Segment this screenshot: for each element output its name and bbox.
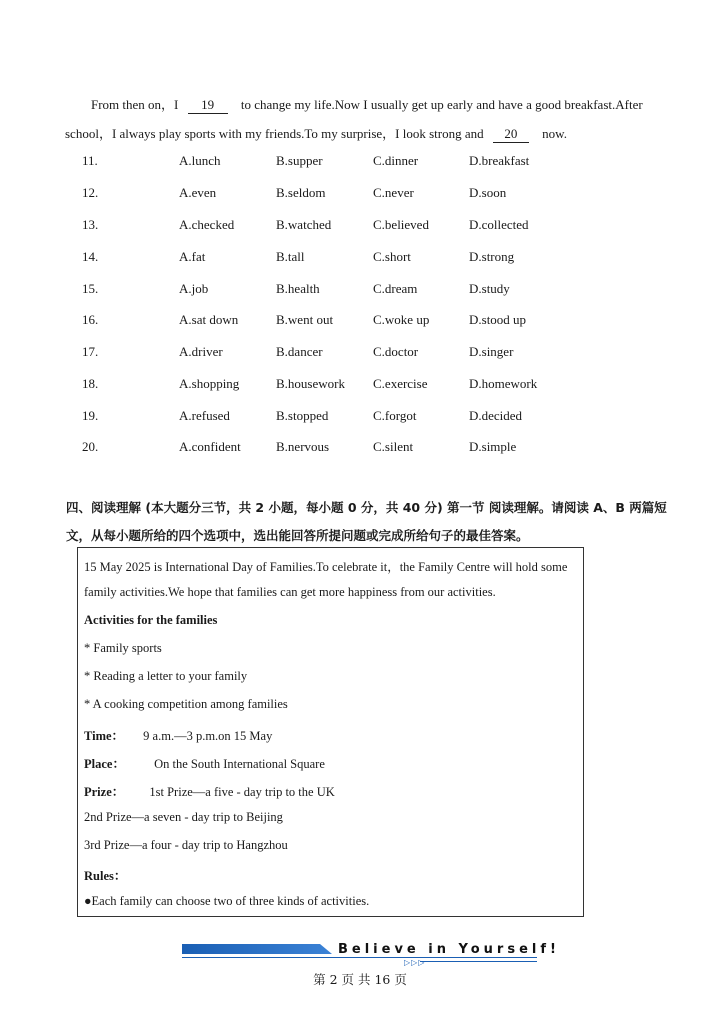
option-b[interactable]: B.tall xyxy=(276,249,305,264)
question-row xyxy=(0,312,720,332)
option-c[interactable]: C.short xyxy=(373,249,411,264)
question-number: 13. xyxy=(82,217,99,232)
footer-rule-right xyxy=(420,961,537,962)
option-a[interactable]: A.lunch xyxy=(179,153,221,168)
option-c[interactable]: C.exercise xyxy=(373,376,428,391)
page-number: 第 2 页 共 16 页 xyxy=(313,972,407,987)
blank-19: 19 xyxy=(188,97,228,114)
time-value: 9 a.m.—3 p.m.on 15 May xyxy=(143,729,273,743)
option-a[interactable]: A.confident xyxy=(179,439,241,454)
question-number: 11. xyxy=(82,153,98,168)
section-heading-line-1: 四、阅读理解 (本大题分三节，共 2 小题，每小题 0 分，共 40 分) 第一节 阅读理解。请阅读 A、B 两篇短 xyxy=(66,500,667,515)
question-row xyxy=(0,344,720,364)
question-row xyxy=(0,217,720,237)
option-a[interactable]: A.fat xyxy=(179,249,206,264)
passage-line-2-start: school，I always play sports with my friends.To my surprise，I look strong and xyxy=(65,126,484,141)
option-a[interactable]: A.even xyxy=(179,185,217,200)
option-d[interactable]: D.strong xyxy=(469,249,515,264)
time-label: Time： xyxy=(84,729,125,743)
option-a[interactable]: A.job xyxy=(179,281,209,296)
footer-rule xyxy=(182,957,537,958)
rule-item: ●Each family can choose two of three kinds of activities. xyxy=(84,894,370,908)
notice-intro-1: 15 May 2025 is International Day of Families.To celebrate it，the Family Centre will hold some xyxy=(84,560,568,574)
option-d[interactable]: D.collected xyxy=(469,217,529,232)
prize-2: 2nd Prize—a seven - day trip to Beijing xyxy=(84,810,283,824)
question-number: 14. xyxy=(82,249,99,264)
passage-line-2-end: now. xyxy=(542,126,567,141)
notice-box xyxy=(77,547,584,917)
option-d[interactable]: D.stood up xyxy=(469,312,527,327)
question-number: 16. xyxy=(82,312,99,327)
option-b[interactable]: B.stopped xyxy=(276,408,329,423)
option-d[interactable]: D.singer xyxy=(469,344,514,359)
question-row xyxy=(0,185,720,205)
passage-line-1-end: to change my life.Now I usually get up early and have a good breakfast.After xyxy=(240,97,643,112)
option-a[interactable]: A.driver xyxy=(179,344,223,359)
activity-item: * Family sports xyxy=(84,641,162,655)
option-c[interactable]: C.dream xyxy=(373,281,418,296)
option-b[interactable]: B.nervous xyxy=(276,439,330,454)
prize-3: 3rd Prize—a four - day trip to Hangzhou xyxy=(84,838,288,852)
footer-slogan: Believe in Yourself! xyxy=(338,942,560,957)
passage-line-1 xyxy=(91,94,643,114)
option-b[interactable]: B.watched xyxy=(276,217,332,232)
footer-accent-bar xyxy=(182,944,332,954)
option-b[interactable]: B.health xyxy=(276,281,320,296)
prize-row xyxy=(84,782,335,800)
option-c[interactable]: C.doctor xyxy=(373,344,419,359)
option-c[interactable]: C.believed xyxy=(373,217,429,232)
option-b[interactable]: B.housework xyxy=(276,376,345,391)
arrows-icon: ▷▷▷ xyxy=(404,958,426,967)
option-b[interactable]: B.supper xyxy=(276,153,323,168)
option-d[interactable]: D.study xyxy=(469,281,510,296)
option-c[interactable]: C.forgot xyxy=(373,408,417,423)
option-d[interactable]: D.homework xyxy=(469,376,538,391)
question-row xyxy=(0,281,720,301)
option-b[interactable]: B.dancer xyxy=(276,344,323,359)
passage-line-2 xyxy=(65,123,567,143)
activities-title: Activities for the families xyxy=(84,613,218,627)
option-b[interactable]: B.went out xyxy=(276,312,334,327)
blank-20: 20 xyxy=(493,126,529,143)
question-number: 15. xyxy=(82,281,99,296)
option-a[interactable]: A.checked xyxy=(179,217,235,232)
rules-label: Rules： xyxy=(84,869,127,883)
activity-item: * A cooking competition among families xyxy=(84,697,288,711)
option-d[interactable]: D.breakfast xyxy=(469,153,530,168)
notice-intro-2: family activities.We hope that families can get more happiness from our activities. xyxy=(84,585,496,599)
question-number: 12. xyxy=(82,185,99,200)
prize-label: Prize： xyxy=(84,785,125,799)
option-a[interactable]: A.refused xyxy=(179,408,230,423)
question-number: 19. xyxy=(82,408,99,423)
option-d[interactable]: D.soon xyxy=(469,185,507,200)
option-b[interactable]: B.seldom xyxy=(276,185,326,200)
activity-item: * Reading a letter to your family xyxy=(84,669,248,683)
option-d[interactable]: D.decided xyxy=(469,408,523,423)
option-a[interactable]: A.sat down xyxy=(179,312,239,327)
question-number: 17. xyxy=(82,344,99,359)
option-d[interactable]: D.simple xyxy=(469,439,517,454)
time-row xyxy=(84,726,272,744)
option-c[interactable]: C.silent xyxy=(373,439,414,454)
question-row xyxy=(0,439,720,459)
question-row xyxy=(0,249,720,269)
question-number: 18. xyxy=(82,376,99,391)
question-row xyxy=(0,376,720,396)
option-c[interactable]: C.never xyxy=(373,185,414,200)
section-heading-line-2: 文，从每小题所给的四个选项中，选出能回答所提问题或完成所给句子的最佳答案。 xyxy=(66,528,529,543)
place-label: Place： xyxy=(84,757,125,771)
place-value: On the South International Square xyxy=(154,757,325,771)
place-row xyxy=(84,754,325,772)
prize-1: 1st Prize—a five - day trip to the UK xyxy=(149,785,335,799)
option-c[interactable]: C.woke up xyxy=(373,312,430,327)
question-number: 20. xyxy=(82,439,99,454)
passage-line-1-start: From then on，I xyxy=(91,97,179,112)
question-row xyxy=(0,153,720,173)
option-a[interactable]: A.shopping xyxy=(179,376,240,391)
question-row xyxy=(0,408,720,428)
option-c[interactable]: C.dinner xyxy=(373,153,419,168)
